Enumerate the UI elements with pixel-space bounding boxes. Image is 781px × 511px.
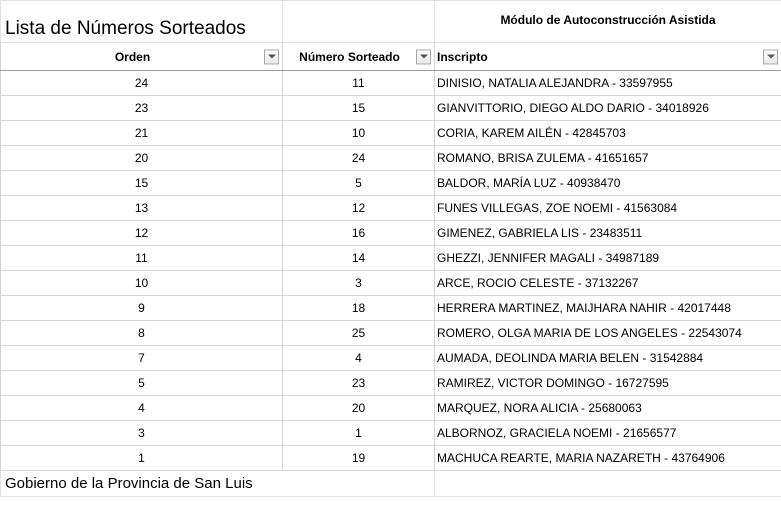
inscripto-cell[interactable]: GIANVITTORIO, DIEGO ALDO DARIO - 34018926	[435, 96, 781, 121]
header-inscripto-label: Inscripto	[437, 49, 488, 64]
numero-cell[interactable]: 15	[283, 96, 435, 121]
table-row	[1, 446, 781, 471]
orden-cell[interactable]: 23	[1, 96, 283, 121]
inscripto-cell[interactable]: RAMIREZ, VICTOR DOMINGO - 16727595	[435, 371, 781, 396]
orden-cell[interactable]: 8	[1, 321, 283, 346]
orden-cell[interactable]: 1	[1, 446, 283, 471]
orden-cell[interactable]: 21	[1, 121, 283, 146]
inscripto-cell[interactable]: ROMANO, BRISA ZULEMA - 41651657	[435, 146, 781, 171]
table-row	[1, 71, 781, 96]
table-row	[1, 171, 781, 196]
filter-dropdown-icon[interactable]	[763, 49, 778, 64]
table-row	[1, 96, 781, 121]
table-row	[1, 121, 781, 146]
orden-cell[interactable]: 11	[1, 246, 283, 271]
orden-cell[interactable]: 12	[1, 221, 283, 246]
numero-cell[interactable]: 3	[283, 271, 435, 296]
inscripto-cell[interactable]: MARQUEZ, NORA ALICIA - 25680063	[435, 396, 781, 421]
orden-cell[interactable]: 5	[1, 371, 283, 396]
title-row	[1, 1, 781, 43]
orden-cell[interactable]: 20	[1, 146, 283, 171]
numero-cell[interactable]: 25	[283, 321, 435, 346]
header-row	[1, 43, 781, 71]
inscripto-cell[interactable]: HERRERA MARTINEZ, MAIJHARA NAHIR - 42017448	[435, 296, 781, 321]
inscripto-cell[interactable]: FUNES VILLEGAS, ZOE NOEMI - 41563084	[435, 196, 781, 221]
table-row	[1, 296, 781, 321]
filter-dropdown-icon[interactable]	[264, 49, 279, 64]
header-numero[interactable]	[283, 43, 435, 71]
header-orden-label: Orden	[114, 49, 151, 64]
inscripto-cell[interactable]: BALDOR, MARÍA LUZ - 40938470	[435, 171, 781, 196]
inscripto-cell[interactable]: DINISIO, NATALIA ALEJANDRA - 33597955	[435, 71, 781, 96]
numero-cell[interactable]: 16	[283, 221, 435, 246]
table-row	[1, 396, 781, 421]
footer-text: Gobierno de la Provincia de San Luis	[1, 471, 435, 497]
table-row	[1, 271, 781, 296]
numero-cell[interactable]: 23	[283, 371, 435, 396]
orden-cell[interactable]: 7	[1, 346, 283, 371]
numero-cell[interactable]: 18	[283, 296, 435, 321]
orden-cell[interactable]: 15	[1, 171, 283, 196]
empty-cell[interactable]	[283, 1, 435, 43]
table-row	[1, 346, 781, 371]
table-row	[1, 421, 781, 446]
header-inscripto[interactable]	[435, 43, 781, 71]
table-row	[1, 371, 781, 396]
empty-cell[interactable]	[435, 471, 781, 497]
inscripto-cell[interactable]: ROMERO, OLGA MARIA DE LOS ANGELES - 22543074	[435, 321, 781, 346]
orden-cell[interactable]: 10	[1, 271, 283, 296]
inscripto-cell[interactable]: ARCE, ROCIO CELESTE - 37132267	[435, 271, 781, 296]
inscripto-cell[interactable]: GIMENEZ, GABRIELA LIS - 23483511	[435, 221, 781, 246]
numero-cell[interactable]: 11	[283, 71, 435, 96]
numero-cell[interactable]: 5	[283, 171, 435, 196]
orden-cell[interactable]: 9	[1, 296, 283, 321]
numero-cell[interactable]: 1	[283, 421, 435, 446]
header-orden[interactable]	[1, 43, 283, 71]
inscripto-cell[interactable]: MACHUCA REARTE, MARIA NAZARETH - 43764906	[435, 446, 781, 471]
inscripto-cell[interactable]: CORIA, KAREM AILÉN - 42845703	[435, 121, 781, 146]
numero-cell[interactable]: 12	[283, 196, 435, 221]
numero-cell[interactable]: 24	[283, 146, 435, 171]
table-row	[1, 321, 781, 346]
table-row	[1, 221, 781, 246]
inscripto-cell[interactable]: GHEZZI, JENNIFER MAGALI - 34987189	[435, 246, 781, 271]
inscripto-cell[interactable]: ALBORNOZ, GRACIELA NOEMI - 21656577	[435, 421, 781, 446]
numero-cell[interactable]: 10	[283, 121, 435, 146]
filter-dropdown-icon[interactable]	[416, 49, 431, 64]
numero-cell[interactable]: 14	[283, 246, 435, 271]
page-title: Lista de Números Sorteados	[1, 1, 283, 43]
module-title: Módulo de Autoconstrucción Asistida	[435, 1, 781, 43]
numero-cell[interactable]: 4	[283, 346, 435, 371]
orden-cell[interactable]: 4	[1, 396, 283, 421]
footer-row	[1, 471, 781, 497]
numero-cell[interactable]: 20	[283, 396, 435, 421]
orden-cell[interactable]: 3	[1, 421, 283, 446]
orden-cell[interactable]: 24	[1, 71, 283, 96]
numero-cell[interactable]: 19	[283, 446, 435, 471]
table-row	[1, 246, 781, 271]
inscripto-cell[interactable]: AUMADA, DEOLINDA MARIA BELEN - 31542884	[435, 346, 781, 371]
table-row	[1, 146, 781, 171]
header-numero-label: Número Sorteado	[299, 49, 400, 64]
orden-cell[interactable]: 13	[1, 196, 283, 221]
table-row	[1, 196, 781, 221]
